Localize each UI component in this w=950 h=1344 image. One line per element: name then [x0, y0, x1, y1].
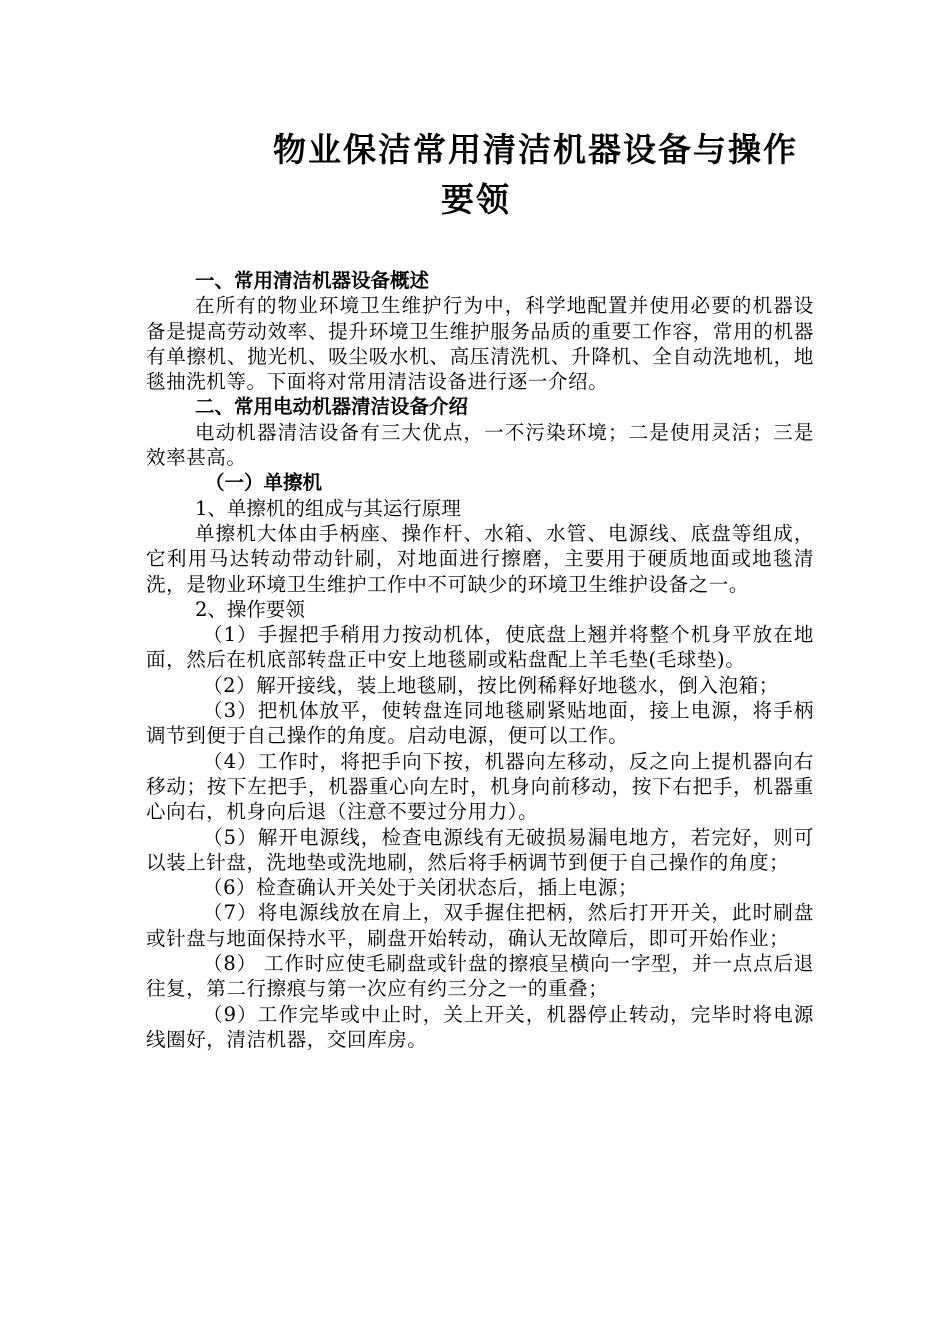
document-body	[146, 268, 814, 1052]
operation-step: （3）把机体放平，使转盘连同地毯刷紧贴地面，接上电源，将手柄调节到便于自己操作的角度。启动电源，便可以工作。	[146, 699, 814, 748]
paragraph-overview: 在所有的物业环境卫生维护行为中，科学地配置并使用必要的机器设备是提高劳动效率、提升环境卫生维护服务品质的重要工作容，常用的机器有单擦机、抛光机、吸尘吸水机、高压清洗机、升降机、全自动洗地机，地毯抽洗机等。下面将对常用清洁设备进行逐一介绍。	[146, 294, 814, 394]
operation-step: （7）将电源线放在肩上，双手握住把柄，然后打开开关，此时刷盘或针盘与地面保持水平，刷盘开始转动，确认无故障后，即可开始作业；	[146, 901, 814, 950]
section-heading-electric-equipment: 二、常用电动机器清洁设备介绍	[195, 395, 469, 419]
operation-step: （2）解开接线，装上地毯刷，按比例稀释好地毯水，倒入泡箱；	[203, 673, 779, 697]
item-title-composition: 1、单擦机的组成与其运行原理	[195, 496, 461, 520]
operation-step: （1）手握把手稍用力按动机体，使底盘上翘并将整个机身平放在地面，然后在机底部转盘正中安上地毯刷或粘盘配上羊毛垫(毛球垫)。	[146, 623, 814, 672]
paragraph-electric-advantages: 电动机器清洁设备有三大优点，一不污染环境；二是使用灵活；三是效率甚高。	[146, 420, 814, 470]
operation-step: （5）解开电源线，检查电源线有无破损易漏电地方，若完好，则可以装上针盘，洗地垫或洗地刷，然后将手柄调节到便于自己操作的角度；	[146, 825, 814, 874]
operation-step: （4）工作时，将把手向下按，机器向左移动，反之向上提机器向右移动；按下左把手，机器重心向左时，机身向前移动，按下右把手，机器重心向右，机身向后退（注意不要过分用力）。	[146, 749, 814, 824]
section-heading-overview: 一、常用清洁机器设备概述	[195, 269, 430, 292]
document-title	[273, 128, 833, 222]
operation-step: （6）检查确认开关处于关闭状态后，插上电源；	[203, 876, 639, 900]
subsection-heading-scrubber: （一）单擦机	[205, 471, 323, 495]
operation-step: （8） 工作时应使毛刷盘或针盘的擦痕呈横向一字型，并一点点后退往复，第二行擦痕与第一次应有约三分之一的重叠；	[146, 952, 814, 1001]
item-title-operation: 2、操作要领	[195, 597, 305, 621]
operation-step: （9）工作完毕或中止时，关上开关，机器停止转动，完毕时将电源线圈好，清洁机器，交回库房。	[146, 1002, 814, 1051]
title-line-2: 要领	[441, 180, 511, 219]
title-line-1: 物业保洁常用清洁机器设备与操作	[273, 130, 798, 169]
paragraph-composition: 单擦机大体由手柄座、操作杆、水箱、水管、电源线、底盘等组成，它利用马达转动带动针刷，对地面进行擦磨，主要用于硬质地面或地毯清洗，是物业环境卫生维护工作中不可缺少的环境卫生维护设备之一。	[146, 521, 814, 596]
